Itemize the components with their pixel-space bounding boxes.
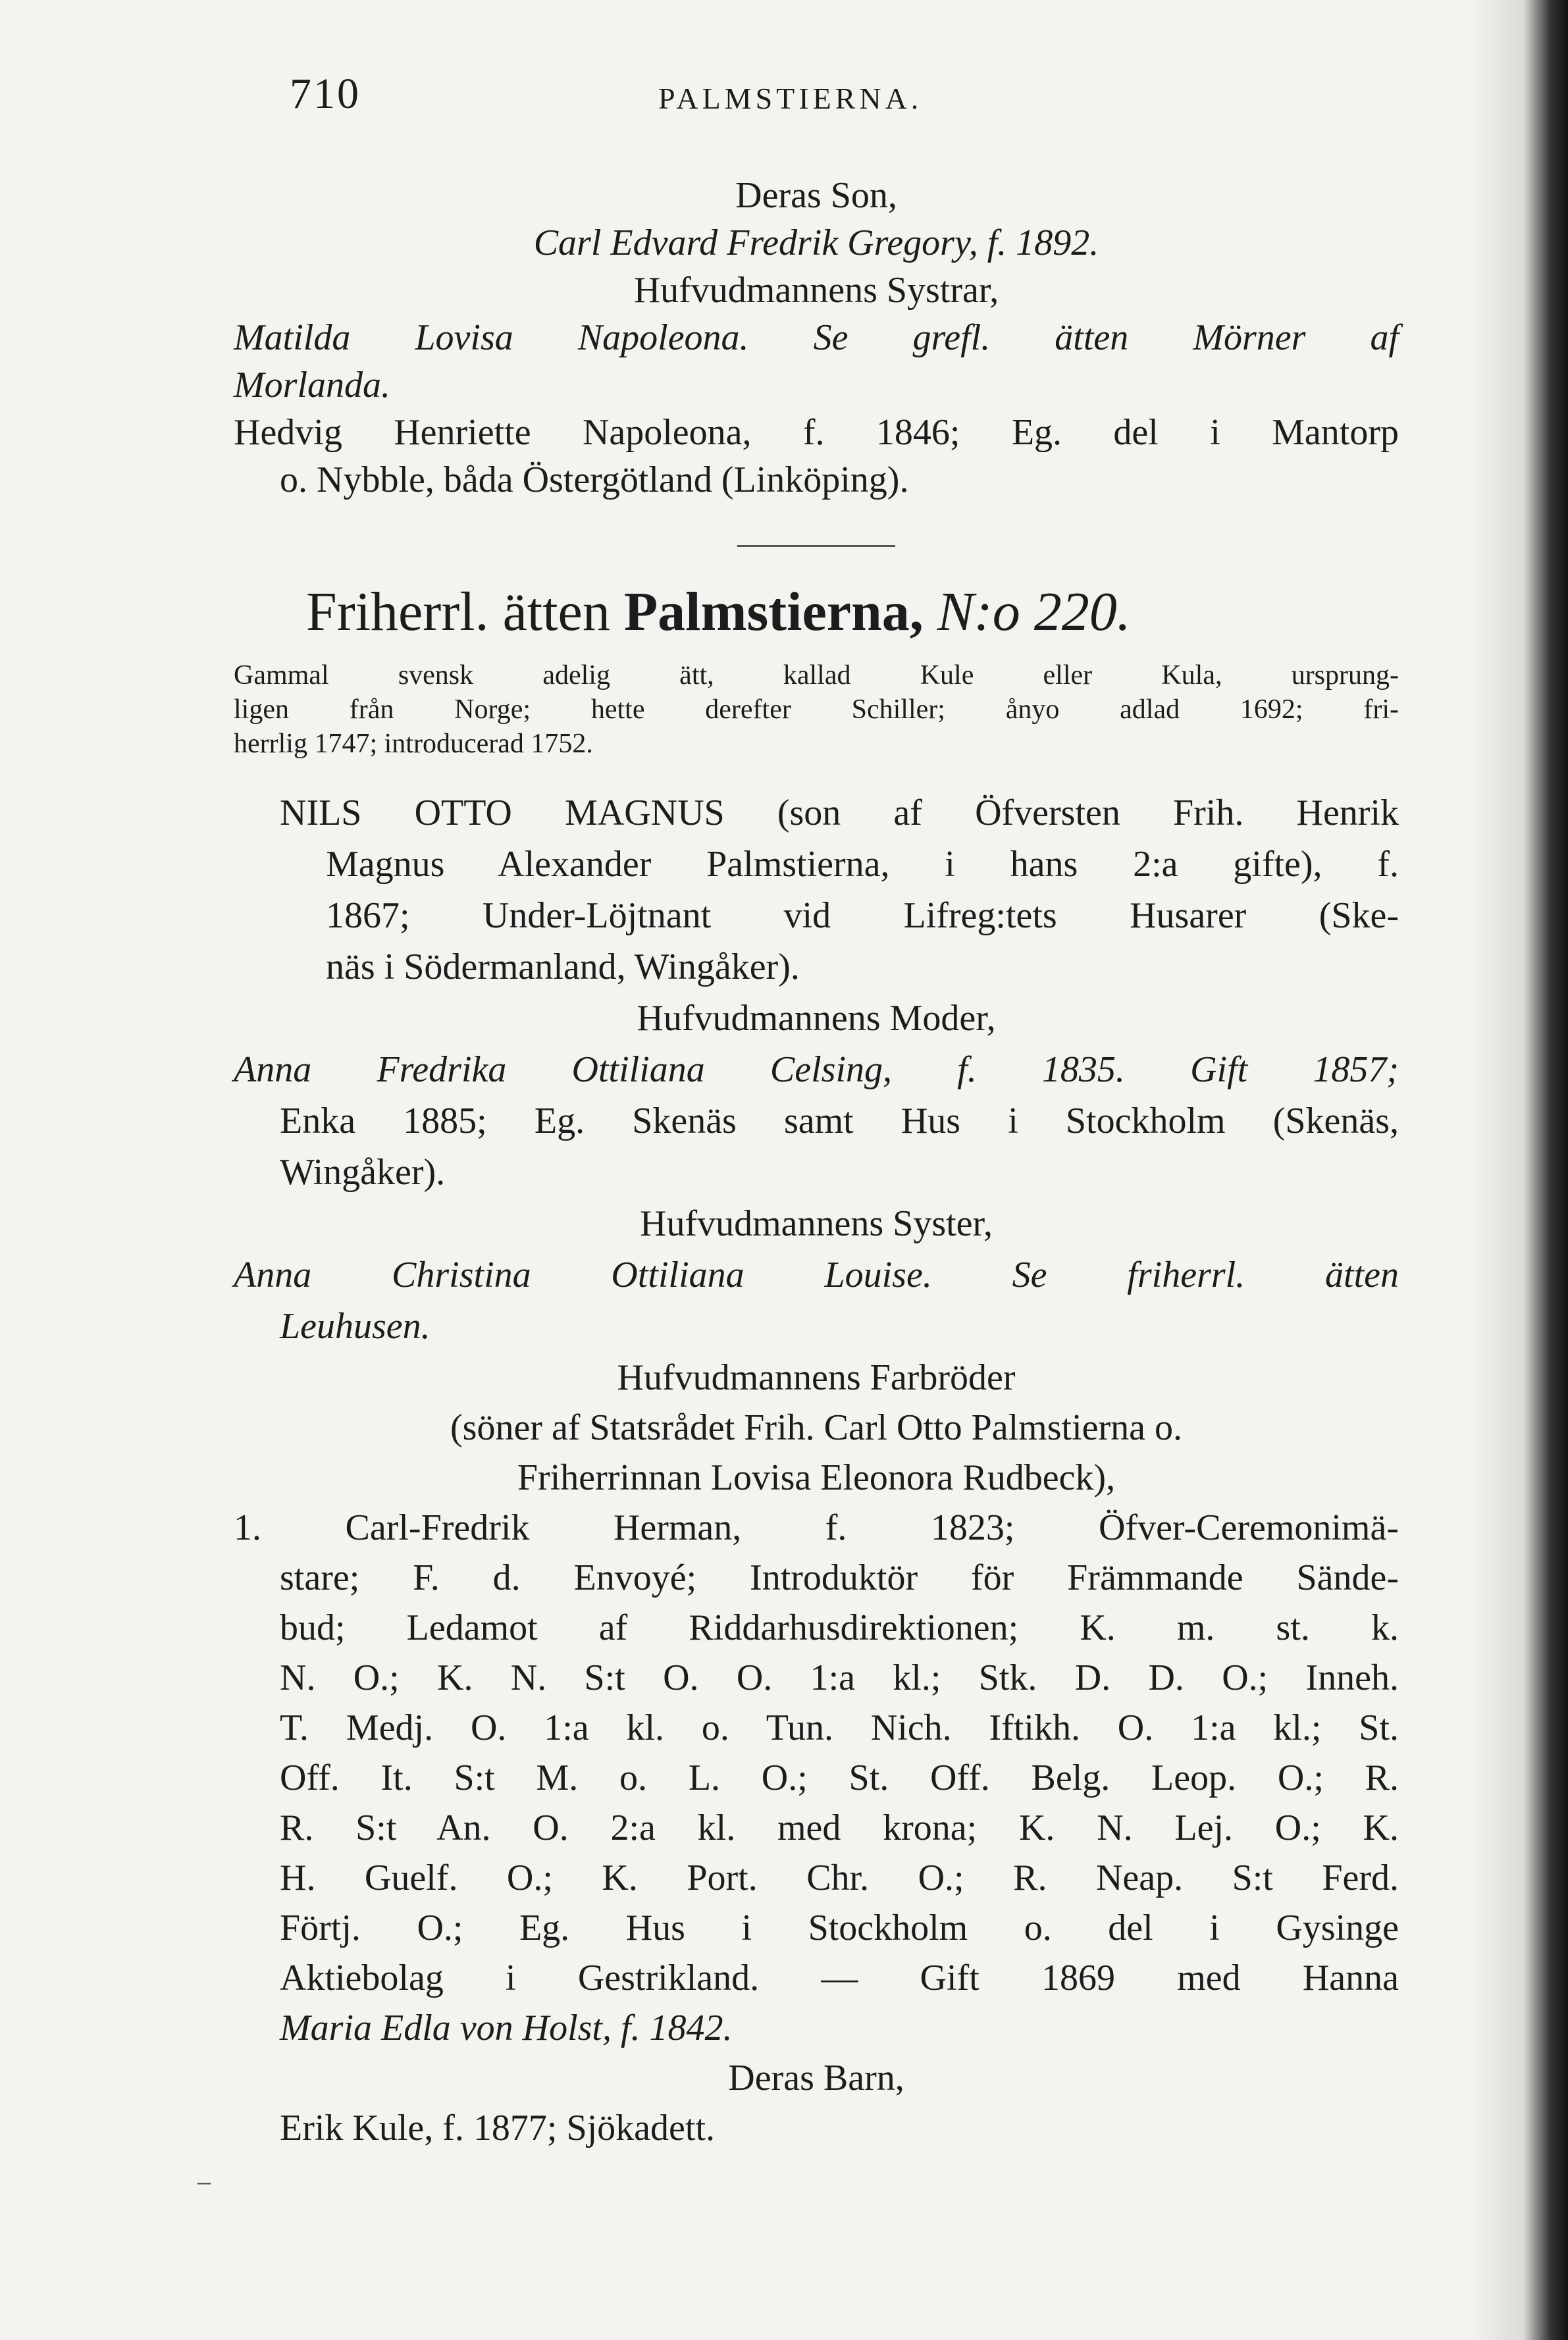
section-heading: [306, 579, 1313, 645]
sister-line-2: Leuhusen.: [280, 1306, 431, 1347]
uncle-line-1: 1. Carl-Fredrik Herman, f. 1823; Öfver-Ceremonimä-: [234, 1507, 1399, 1548]
sister-entry-2-cont: o. Nybble, båda Östergötland (Linköping).: [280, 459, 909, 500]
heading-family-name: Palmstierna,: [623, 581, 924, 642]
page-edge-shadow: [1469, 0, 1568, 2340]
uncle-line-8: H. Guelf. O.; K. Port. Chr. O.; R. Neap. S:t Ferd.: [280, 1858, 1399, 1898]
mother-title: Hufvudmannens Moder,: [637, 998, 996, 1039]
mother-line-2: Enka 1885; Eg. Skenäs samt Hus i Stockholm (Skenäs,: [280, 1101, 1399, 1141]
head-line-1: NILS OTTO MAGNUS (son af Öfversten Frih. Henrik: [280, 793, 1399, 833]
page-number: 710: [290, 70, 361, 118]
mother-line-3: Wingåker).: [280, 1152, 446, 1193]
sister-entry-1-cont: Morlanda.: [234, 365, 390, 405]
sister-line-1: Anna Christina Ottiliana Louise. Se friherrl. ätten: [234, 1255, 1399, 1295]
uncle-line-10: Aktiebolag i Gestrikland. — Gift 1869 med Hanna: [280, 1958, 1399, 1998]
children-title: Deras Barn,: [728, 2058, 904, 2098]
page-header: [0, 69, 1568, 135]
sister-entry-1: Matilda Lovisa Napoleona. Se grefl. ätten Mörner af: [234, 317, 1399, 358]
intro-line-3: herrlig 1747; introducerad 1752.: [234, 729, 593, 759]
uncle-line-6: Off. It. S:t M. o. L. O.; St. Off. Belg. Leop. O.; R.: [280, 1757, 1399, 1798]
uncle-line-11: Maria Edla von Holst, f. 1842.: [280, 2008, 733, 2048]
heading-number: N:o 220.: [937, 581, 1131, 642]
heading-prefix: Friherrl. ätten: [306, 581, 610, 642]
uncles-sub-2: Friherrinnan Lovisa Eleonora Rudbeck),: [517, 1457, 1116, 1498]
uncle-line-3: bud; Ledamot af Riddarhusdirektionen; K. m. st. k.: [280, 1607, 1399, 1648]
deras-son-title: Deras Son,: [735, 175, 897, 216]
head-line-2: Magnus Alexander Palmstierna, i hans 2:a gifte), f.: [326, 844, 1399, 885]
sisters-title: Hufvudmannens Systrar,: [633, 270, 999, 311]
uncle-line-5: T. Medj. O. 1:a kl. o. Tun. Nich. Iftikh. O. 1:a kl.; St.: [280, 1707, 1399, 1748]
uncle-line-9: Förtj. O.; Eg. Hus i Stockholm o. del i Gysinge: [280, 1908, 1399, 1948]
uncle-line-7: R. S:t An. O. 2:a kl. med krona; K. N. Lej. O.; K.: [280, 1807, 1399, 1848]
uncle-line-2: stare; F. d. Envoyé; Introduktör för Främmande Sände-: [280, 1557, 1399, 1598]
intro-line-2: ligen från Norge; hette derefter Schiller; ånyo adlad 1692; fri-: [234, 694, 1399, 725]
mother-line-1: Anna Fredrika Ottiliana Celsing, f. 1835. Gift 1857;: [234, 1049, 1399, 1090]
son-entry: Carl Edvard Fredrik Gregory, f. 1892.: [533, 222, 1099, 263]
uncle-line-4: N. O.; K. N. S:t O. O. 1:a kl.; Stk. D. D. O.; Inneh.: [280, 1657, 1399, 1698]
uncles-title: Hufvudmannens Farbröder: [617, 1357, 1016, 1398]
head-line-4: näs i Södermanland, Wingåker).: [326, 947, 800, 987]
sister-title: Hufvudmannens Syster,: [640, 1203, 993, 1244]
stray-mark: –: [197, 2166, 211, 2196]
section-divider: [737, 545, 895, 547]
intro-line-1: Gammal svensk adelig ätt, kallad Kule eller Kula, ursprung-: [234, 660, 1399, 690]
uncles-sub-1: (söner af Statsrådet Frih. Carl Otto Palmstierna o.: [450, 1407, 1182, 1448]
sister-entry-2: Hedvig Henriette Napoleona, f. 1846; Eg. del i Mantorp: [234, 412, 1399, 453]
running-title: PALMSTIERNA.: [658, 82, 923, 115]
head-line-3: 1867; Under-Löjtnant vid Lifreg:tets Husarer (Ske-: [326, 895, 1399, 936]
child-line-1: Erik Kule, f. 1877; Sjökadett.: [280, 2108, 716, 2148]
